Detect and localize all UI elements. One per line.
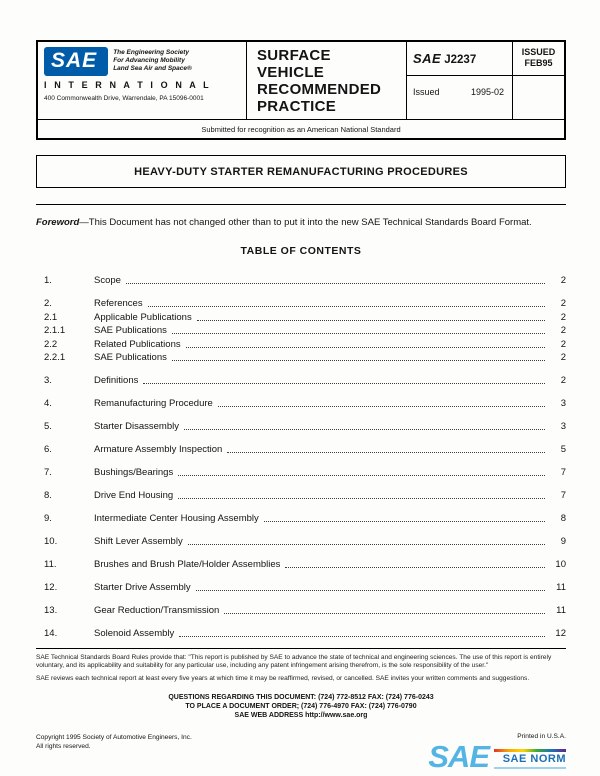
sae-wordmark: SAE — [413, 51, 442, 66]
divider-bottom — [36, 648, 566, 649]
toc-entry-page: 5 — [560, 444, 566, 455]
toc-entry-title: Scope — [94, 275, 121, 286]
toc-entry-title: Drive End Housing — [94, 490, 174, 501]
dot-leader — [186, 347, 545, 348]
toc-entry-title: Related Publications — [94, 338, 181, 350]
review-disclaimer: SAE reviews each technical report at least every five years at which time it may be reaffirmed, revised, or cancelled. SAE invites your written comments and suggestions. — [36, 675, 530, 683]
doc-type-line-3: RECOMMENDED — [257, 81, 382, 98]
dot-leader — [178, 475, 545, 476]
dot-leader — [285, 567, 545, 568]
toc-entry — [36, 490, 566, 501]
toc-entry-title: Solenoid Assembly — [94, 628, 175, 639]
toc-entry-page: 3 — [560, 398, 566, 409]
toc-entry — [36, 352, 566, 363]
toc-entry — [36, 339, 566, 350]
toc-entry — [36, 312, 566, 323]
toc-entry-number: 2.1.1 — [44, 325, 66, 336]
foreword-text: —This Document has not changed other than to put it into the new SAE Technical Standards Board Format. — [79, 217, 532, 228]
toc-entry — [36, 325, 566, 336]
toc-entry-number: 11. — [44, 559, 57, 570]
toc-entry-title: SAE Publications — [94, 352, 167, 363]
toc-entry-page: 12 — [555, 628, 566, 639]
contact-line-order: TO PLACE A DOCUMENT ORDER; (724) 776-4970 FAX: (724) 776-0790 — [185, 702, 417, 710]
saenorm-rainbow-bar-icon — [494, 749, 566, 752]
toc-entry — [36, 398, 566, 409]
foreword — [36, 217, 566, 229]
dot-leader — [179, 636, 545, 637]
saenorm-sae-icon: SAE — [428, 738, 489, 774]
dot-leader — [143, 383, 545, 384]
page-footer — [36, 648, 566, 774]
saenorm-watermark-logo — [428, 738, 566, 774]
contact-line-web: SAE WEB ADDRESS http://www.sae.org — [234, 711, 368, 719]
contact-line-questions: QUESTIONS REGARDING THIS DOCUMENT: (724) 772-8512 FAX: (724) 776-0243 — [168, 693, 434, 701]
saenorm-underline-icon — [494, 767, 566, 769]
toc-entry-number: 5. — [44, 421, 52, 432]
toc-entry-number: 9. — [44, 513, 52, 524]
standard-number — [407, 42, 512, 76]
toc-entry-page: 11 — [556, 605, 566, 616]
saenorm-right — [494, 749, 566, 770]
toc-entry-title: Starter Disassembly — [94, 421, 179, 432]
foreword-label: Foreword — [36, 217, 80, 228]
header-top — [38, 42, 564, 119]
toc-entry-title: Remanufacturing Procedure — [94, 398, 213, 409]
toc-entry-number: 12. — [44, 582, 58, 593]
sae-logo-cell — [38, 42, 246, 119]
dot-leader — [178, 498, 545, 499]
toc-entry-page: 9 — [560, 536, 566, 547]
toc-entry-page: 11 — [556, 582, 566, 593]
issued-date: 1995-02 — [470, 87, 504, 97]
toc-entry-page: 7 — [560, 490, 566, 501]
tagline-line-1: The Engineering Society — [113, 49, 190, 56]
standard-number-cell — [406, 42, 512, 119]
toc-entry-number: 7. — [44, 467, 52, 478]
toc-entry-page: 2 — [560, 325, 566, 336]
toc-entry-number: 8. — [44, 490, 52, 501]
toc-entry — [36, 582, 566, 593]
tagline-line-2: For Advancing Mobility — [113, 57, 185, 64]
dot-leader — [172, 360, 545, 361]
dot-leader — [224, 613, 545, 614]
toc-entry-title: Definitions — [94, 375, 139, 386]
dot-leader — [218, 406, 545, 407]
toc-entry-number: 13. — [44, 605, 58, 616]
toc-entry-title: Applicable Publications — [94, 311, 192, 323]
copyright-line-1: Copyright 1995 Society of Automotive Engineers, Inc. — [36, 733, 192, 741]
contact-block — [36, 693, 566, 720]
toc-entry-title: Armature Assembly Inspection — [94, 444, 223, 455]
logo-row — [44, 47, 240, 76]
copyright-block — [36, 733, 192, 751]
toc-entry-title: Starter Drive Assembly — [94, 582, 191, 593]
stamp-line-1: ISSUED — [521, 47, 556, 57]
doc-type-line-1: SURFACE — [257, 47, 331, 64]
tagline-line-3: Land Sea Air and Space® — [113, 65, 192, 72]
toc-entry — [36, 298, 566, 309]
divider-top — [36, 204, 566, 205]
printed-in-usa: Printed in U.S.A. — [517, 732, 566, 740]
standards-board-disclaimer: SAE Technical Standards Board Rules provide that: "This report is published by SAE to advance the state of technical and engineering sciences. The use of this report is entirely voluntary, and its applicability and suitability for any particular use, including any patent infringement arising therefrom, is the sole responsibility of the user." — [36, 654, 552, 670]
toc-entry — [36, 421, 566, 432]
dot-leader — [126, 283, 545, 284]
toc-entry-page: 2 — [560, 375, 566, 386]
toc-entry-title: Brushes and Brush Plate/Holder Assemblies — [94, 559, 281, 570]
publisher-address: 400 Commonwealth Drive, Warrendale, PA 15096-0001 — [44, 95, 204, 102]
toc-entry-page: 2 — [560, 298, 566, 309]
toc-entry-number: 6. — [44, 444, 52, 455]
dot-leader — [196, 590, 545, 591]
toc-entry-number: 2. — [44, 298, 52, 309]
dot-leader — [197, 320, 545, 321]
toc-entry-number: 10. — [44, 536, 58, 547]
toc-entry-title: Gear Reduction/Transmission — [94, 605, 220, 616]
doc-type-line-4: PRACTICE — [257, 98, 337, 115]
toc-entry-page: 2 — [560, 352, 566, 363]
toc-entry — [36, 605, 566, 616]
dot-leader — [264, 521, 545, 522]
toc-entry-page: 2 — [560, 275, 566, 286]
sae-logo-icon: SAE — [44, 47, 108, 76]
document-header — [36, 40, 566, 140]
toc-entry — [36, 375, 566, 386]
toc-entry — [36, 444, 566, 455]
dot-leader — [227, 452, 545, 453]
toc-entry — [36, 559, 566, 570]
saenorm-label: SAE NORM — [502, 752, 566, 765]
logo-tagline — [113, 47, 192, 73]
toc-entry-page: 2 — [560, 338, 566, 350]
toc-heading: TABLE OF CONTENTS — [240, 245, 362, 257]
toc-entry-title: Bushings/Bearings — [94, 467, 174, 478]
dot-leader — [188, 544, 545, 545]
document-title: HEAVY-DUTY STARTER REMANUFACTURING PROCEDURES — [36, 155, 566, 188]
footer-bottom-row — [36, 732, 566, 774]
toc-entry — [36, 275, 566, 286]
printed-block — [428, 732, 566, 774]
toc-entry-number: 2.2 — [44, 338, 58, 350]
page-content — [36, 0, 566, 642]
toc-entry-number: 3. — [44, 375, 52, 386]
issue-stamp — [513, 42, 564, 76]
dot-leader — [184, 429, 545, 430]
toc-entry — [36, 513, 566, 524]
toc-entry-title: References — [94, 298, 143, 309]
toc-entry-title: SAE Publications — [94, 325, 167, 336]
dot-leader — [172, 333, 545, 334]
issue-stamp-cell — [512, 42, 564, 119]
dot-leader — [148, 306, 545, 307]
ansi-submission-note: Submitted for recognition as an American National Standard — [38, 119, 564, 138]
issued-label: Issued — [413, 87, 440, 97]
toc-entry — [36, 536, 566, 547]
toc-entry-title: Shift Lever Assembly — [94, 536, 183, 547]
issue-date-row — [407, 76, 512, 97]
toc-list — [36, 275, 566, 639]
toc-entry-number: 14. — [44, 628, 58, 639]
toc-entry-page: 10 — [555, 559, 566, 570]
copyright-line-2: All rights reserved. — [36, 742, 91, 750]
toc-entry — [36, 467, 566, 478]
toc-entry-page: 8 — [560, 513, 566, 524]
standard-code: J2237 — [444, 54, 477, 66]
toc-entry-number: 4. — [44, 398, 52, 409]
toc-entry-page: 7 — [560, 467, 566, 478]
toc-entry-number: 1. — [44, 275, 52, 286]
toc-entry-title: Intermediate Center Housing Assembly — [94, 513, 259, 524]
stamp-line-2: FEB95 — [524, 58, 553, 68]
toc-entry-page: 3 — [560, 421, 566, 432]
document-type — [246, 42, 406, 119]
toc-entry-number: 2.1 — [44, 311, 58, 323]
toc-entry-number: 2.2.1 — [44, 352, 66, 363]
toc-entry — [36, 628, 566, 639]
doc-type-line-2: VEHICLE — [257, 64, 325, 81]
logo-international: I N T E R N A T I O N A L — [44, 80, 212, 90]
toc-entry-page: 2 — [560, 311, 566, 323]
